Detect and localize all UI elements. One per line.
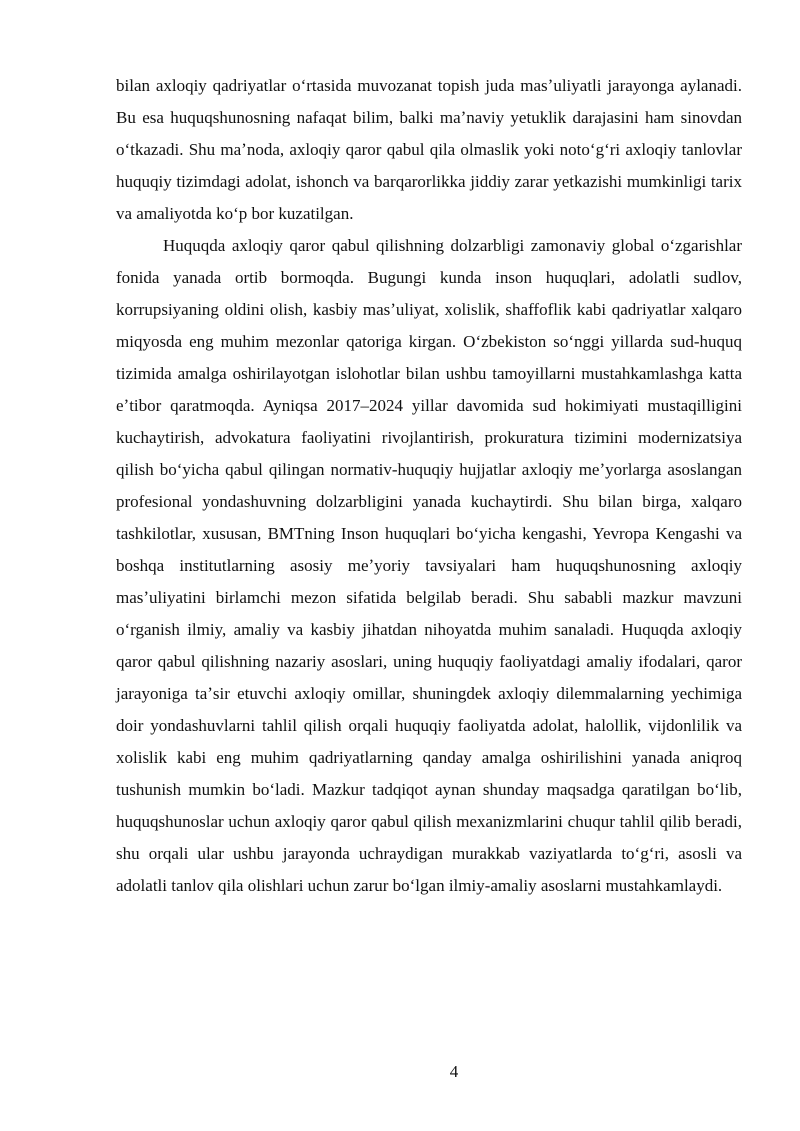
page-number: 4 [449, 1062, 459, 1081]
paragraph-relevance: Huquqda axloqiy qaror qabul qilishning dolzarbligi zamonaviy global oʻzgarishlar fonida yanada ortib bormoqda. Bugungi kunda inson huquqlari, adolatli sudlov, korrupsiyaning oldini olish, kasbiy masʼuliyat, xolislik, shaffoflik kabi qadriyatlar xalqaro miqyosda eng muhim mezonlar qatoriga kirgan. Oʻzbekiston soʻnggi yillarda sud-huquq tizimida amalga oshirilayotgan islohotlar bilan ushbu tamoyillarni mustahkamlashga katta eʼtibor qaratmoqda. Ayniqsa 2017–2024 yillar davomida sud hokimiyati mustaqilligini kuchaytirish, advokatura faoliyatini rivojlantirish, prokuratura tizimini modernizatsiya qilish boʻyicha qabul qilingan normativ-huquqiy hujjatlar axloqiy meʼyorlarga asoslangan profesional yondashuvning dolzarbligini yanada kuchaytirdi. Shu bilan birga, xalqaro tashkilotlar, xususan, BMTning Inson huquqlari boʻyicha kengashi, Yevropa Kengashi va boshqa institutlarning asosiy meʼyoriy tavsiyalari ham huquqshunosning axloqiy masʼuliyatini birlamchi mezon sifatida belgilab beradi. Shu sababli mazkur mavzuni oʻrganish ilmiy, amaliy va kasbiy jihatdan nihoyatda muhim sanaladi. Huquqda axloqiy qaror qabul qilishning nazariy asoslari, uning huquqiy faoliyatdagi amaliy ifodalari, qaror jarayoniga taʼsir etuvchi axloqiy omillar, shuningdek axloqiy dilemmalarning yechimiga doir yondashuvlarni tahlil qilish orqali huquqiy faoliyatda adolat, halollik, vijdonlilik va xolislik kabi eng muhim qadriyatlarning qanday amalga oshirilishini yanada aniqroq tushunish mumkin boʻladi. Mazkur tadqiqot aynan shunday maqsadga qaratilgan boʻlib, huquqshunoslar uchun axloqiy qaror qabul qilish mexanizmlarini chuqur tahlil qilib beradi, shu orqali ular ushbu jarayonda uchraydigan murakkab vaziyatlarda toʻgʻri, asosli va adolatli tanlov qila olishlari uchun zarur boʻlgan ilmiy-amaliy asoslarni mustahkamlaydi. [116, 236, 742, 895]
paragraph-continuation: bilan axloqiy qadriyatlar oʻrtasida muvozanat topish juda masʼuliyatli jarayonga aylanadi. Bu esa huquqshunosning nafaqat bilim, balki maʼnaviy yetuklik darajasini ham sinovdan oʻtkazadi. Shu maʼnoda, axloqiy qaror qabul qila olmaslik yoki notoʻgʻri axloqiy tanlovlar huquqiy tizimdagi adolat, ishonch va barqarorlikka jiddiy zarar yetkazishi mumkinligi tarix va amaliyotda koʻp bor kuzatilgan. [116, 76, 742, 223]
body-text [116, 70, 742, 902]
